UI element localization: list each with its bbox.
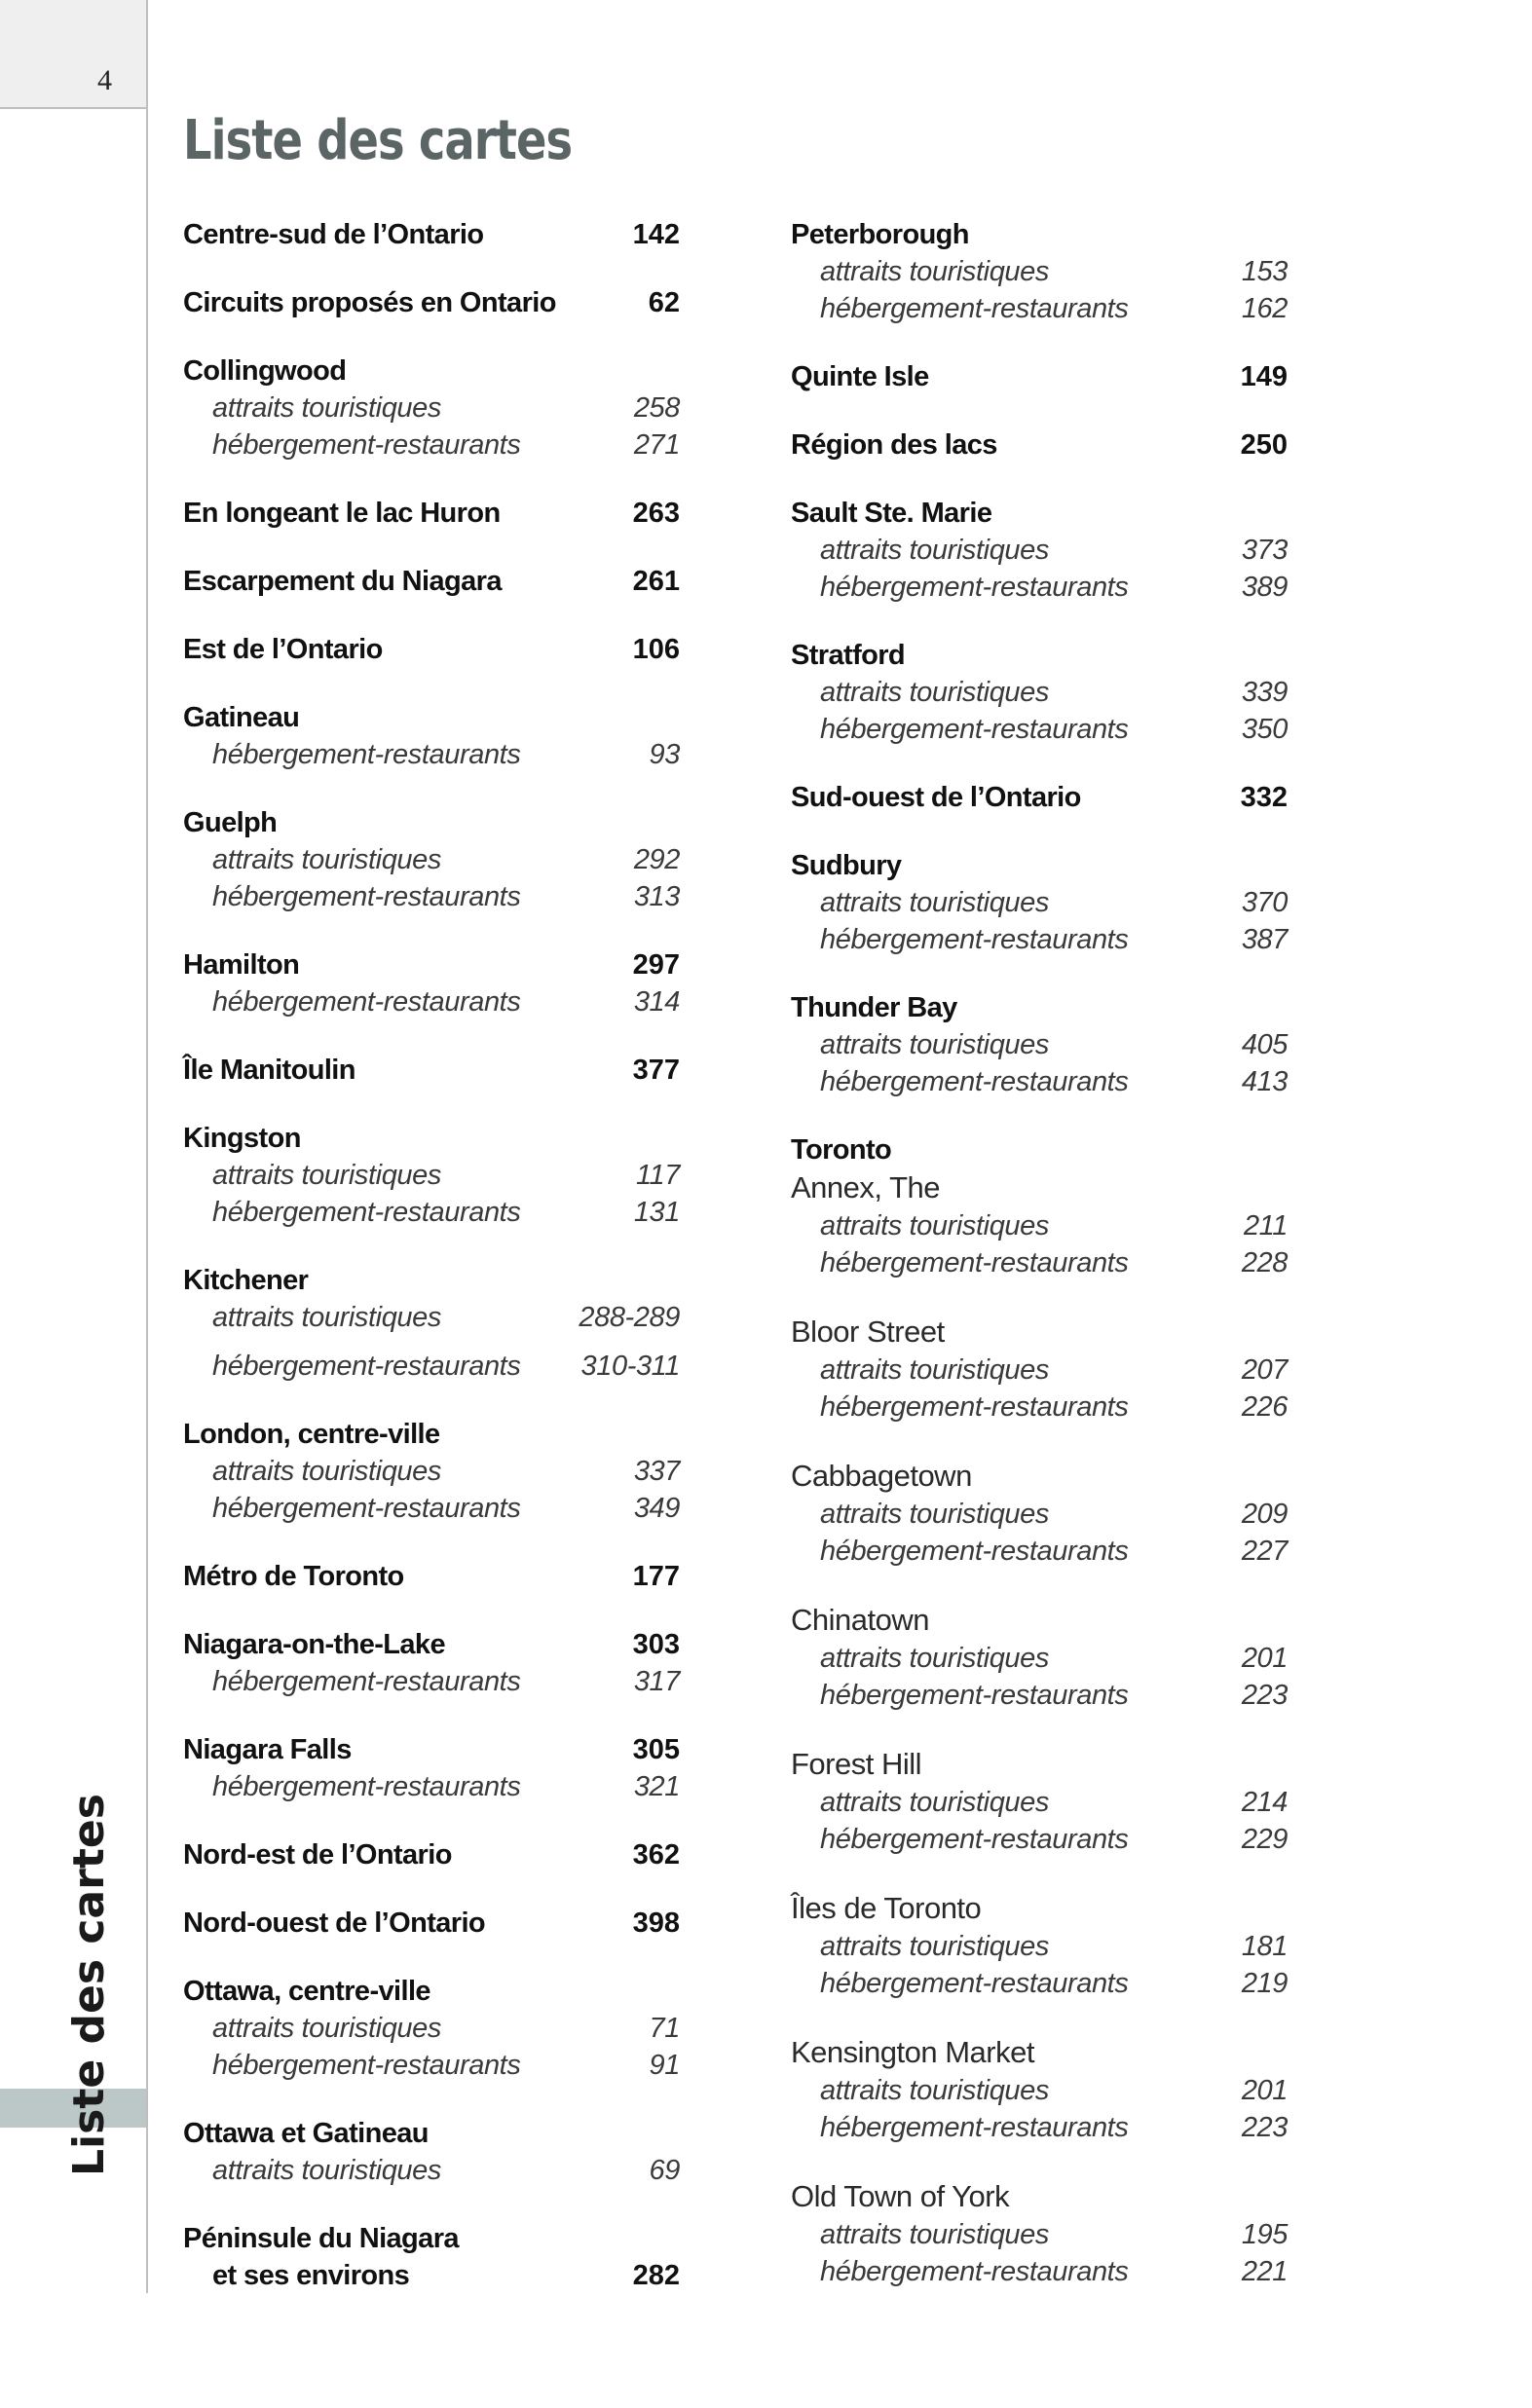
- map-sub-entry[interactable]: [791, 2216, 1288, 2253]
- sub-entry-page: 337: [633, 1456, 680, 1487]
- map-entry: [183, 1262, 680, 1385]
- map-entry: [183, 1973, 680, 2084]
- map-entry-continuation[interactable]: [183, 2257, 680, 2294]
- map-sub-entry[interactable]: [791, 1533, 1288, 1570]
- sub-entry-label: attraits touristiques: [820, 2219, 1049, 2250]
- entry-page: 149: [1240, 361, 1288, 392]
- entry-page: 305: [632, 1734, 680, 1765]
- sub-entry-label: hébergement-restaurants: [212, 739, 521, 770]
- map-entry-toronto: [791, 1131, 1288, 2290]
- sub-entry-label: hébergement-restaurants: [212, 1771, 521, 1802]
- toronto-district: [791, 1889, 1288, 2002]
- entry-page: 142: [632, 219, 680, 250]
- toronto-district: [791, 1168, 1288, 1281]
- sub-entry-page: 209: [1241, 1499, 1288, 1530]
- map-entry-title[interactable]: [791, 216, 1288, 253]
- map-sub-entry[interactable]: [791, 253, 1288, 290]
- sub-entry-label: attraits touristiques: [820, 2075, 1049, 2106]
- entry-page: 377: [632, 1055, 680, 1086]
- district-name[interactable]: Bloor Street: [791, 1315, 945, 1349]
- map-entry-title[interactable]: [183, 216, 680, 253]
- map-entry-title[interactable]: [791, 847, 1288, 884]
- sub-entry-label: hébergement-restaurants: [820, 1391, 1129, 1423]
- sub-entry-label: attraits touristiques: [820, 1787, 1049, 1818]
- map-entry-title[interactable]: [791, 989, 1288, 1026]
- sub-entry-label: attraits touristiques: [820, 535, 1049, 566]
- entry-name: Guelph: [183, 807, 278, 838]
- sub-entry-label: hébergement-restaurants: [820, 1968, 1129, 1999]
- right-column: [791, 216, 1288, 2321]
- sub-entry-label: hébergement-restaurants: [820, 572, 1129, 603]
- map-sub-entry[interactable]: [183, 841, 680, 878]
- entry-name: Péninsule du Niagara: [183, 2223, 459, 2254]
- district-name[interactable]: Chinatown: [791, 1603, 929, 1637]
- sub-entry-page: 71: [649, 2013, 680, 2044]
- entry-page: 398: [632, 1908, 680, 1939]
- sub-entry-label: hébergement-restaurants: [820, 924, 1129, 955]
- entry-name: En longeant le lac Huron: [183, 498, 501, 529]
- map-sub-entry[interactable]: [791, 1965, 1288, 2002]
- map-sub-entry[interactable]: [791, 711, 1288, 748]
- sub-entry-label: attraits touristiques: [820, 1499, 1049, 1530]
- sub-entry-label: hébergement-restaurants: [212, 1493, 521, 1524]
- map-entry-title[interactable]: [183, 804, 680, 841]
- map-sub-entry[interactable]: [183, 1490, 680, 1527]
- sub-entry-label: hébergement-restaurants: [820, 1536, 1129, 1567]
- entry-name: Nord-est de l’Ontario: [183, 1839, 452, 1871]
- sub-entry-page: 117: [635, 1160, 680, 1191]
- map-entry: [183, 284, 680, 321]
- sub-entry-page: 229: [1241, 1824, 1288, 1855]
- sub-entry-page: 201: [1241, 1643, 1288, 1674]
- map-entry: [791, 426, 1288, 463]
- sub-entry-label: attraits touristiques: [212, 1302, 441, 1333]
- map-entry-title[interactable]: [183, 1416, 680, 1453]
- page-number-tab: [0, 0, 146, 109]
- sub-entry-page: 321: [633, 1771, 680, 1802]
- entry-name: Niagara Falls: [183, 1734, 352, 1765]
- sub-entry-page: 221: [1241, 2256, 1288, 2287]
- entry-name: Stratford: [791, 640, 906, 671]
- entry-name: Quinte Isle: [791, 361, 929, 392]
- map-entry: [183, 352, 680, 463]
- map-sub-entry[interactable]: [183, 2152, 680, 2189]
- sub-entry-label: attraits touristiques: [820, 1643, 1049, 1674]
- sub-entry-label: attraits touristiques: [820, 677, 1049, 708]
- map-sub-entry[interactable]: [791, 1207, 1288, 1244]
- sub-entry-label: hébergement-restaurants: [212, 1351, 521, 1382]
- map-entry-title[interactable]: [183, 1262, 680, 1299]
- map-entry-title[interactable]: [183, 631, 680, 668]
- map-sub-entry[interactable]: [183, 1157, 680, 1194]
- map-entry-title[interactable]: [183, 1836, 680, 1873]
- toronto-district: [791, 1313, 1288, 1426]
- sub-entry-page: 405: [1241, 1029, 1288, 1060]
- map-sub-entry[interactable]: [183, 426, 680, 463]
- map-entry: [183, 2115, 680, 2189]
- map-entry: [183, 1836, 680, 1873]
- map-entry-title[interactable]: [183, 946, 680, 983]
- sub-entry-page: 223: [1241, 2112, 1288, 2143]
- sub-entry-page: 373: [1241, 535, 1288, 566]
- sub-entry-label: hébergement-restaurants: [212, 2050, 521, 2081]
- map-entry: [183, 2220, 680, 2294]
- sub-entry-page: 349: [633, 1493, 680, 1524]
- map-sub-entry[interactable]: [183, 1194, 680, 1231]
- sub-entry-page: 317: [633, 1666, 680, 1697]
- map-sub-entry[interactable]: [791, 2253, 1288, 2290]
- entry-name: Toronto: [791, 1134, 892, 1166]
- map-entry-title[interactable]: [183, 563, 680, 600]
- toronto-district: [791, 2033, 1288, 2146]
- toronto-district: [791, 1457, 1288, 1570]
- map-entry-title[interactable]: [183, 495, 680, 532]
- map-entry: [791, 847, 1288, 958]
- map-entry-title[interactable]: [183, 1558, 680, 1595]
- map-entry-title[interactable]: [183, 1905, 680, 1942]
- map-entry-title[interactable]: [791, 1131, 1288, 1168]
- sub-entry-page: 201: [1241, 2075, 1288, 2106]
- sub-entry-label: hébergement-restaurants: [212, 986, 521, 1018]
- entry-name: Ottawa, centre-ville: [183, 1976, 430, 2007]
- sub-entry-page: 93: [649, 739, 680, 770]
- entry-page: 282: [632, 2260, 680, 2291]
- sub-entry-label: hébergement-restaurants: [820, 2112, 1129, 2143]
- toronto-district: [791, 2177, 1288, 2290]
- sub-entry-page: 387: [1241, 924, 1288, 955]
- map-entry: [183, 1558, 680, 1595]
- sub-entry-label: hébergement-restaurants: [820, 293, 1129, 324]
- map-entry: [183, 804, 680, 915]
- map-sub-entry[interactable]: [183, 389, 680, 426]
- sub-entry-page: 370: [1241, 887, 1288, 918]
- map-sub-entry[interactable]: [791, 532, 1288, 569]
- map-sub-entry[interactable]: [791, 569, 1288, 606]
- sub-entry-label: hébergement-restaurants: [820, 1247, 1129, 1278]
- map-entry: [183, 495, 680, 532]
- left-column: [183, 216, 680, 2294]
- entry-name: Escarpement du Niagara: [183, 566, 502, 597]
- entry-name: London, centre-ville: [183, 1419, 440, 1450]
- sub-entry-page: 228: [1241, 1247, 1288, 1278]
- sub-entry-label: attraits touristiques: [212, 2155, 441, 2186]
- map-sub-entry[interactable]: [183, 1299, 680, 1336]
- entry-name: Centre-sud de l’Ontario: [183, 219, 484, 250]
- map-entry-title[interactable]: [791, 426, 1288, 463]
- sub-entry-page: 181: [1241, 1931, 1288, 1962]
- entry-page: 261: [632, 566, 680, 597]
- map-sub-entry[interactable]: [791, 1677, 1288, 1714]
- sub-entry-label: hébergement-restaurants: [820, 714, 1129, 745]
- sub-entry-label: attraits touristiques: [820, 1931, 1049, 1962]
- sub-entry-label: attraits touristiques: [820, 1354, 1049, 1386]
- map-entry: [183, 1905, 680, 1942]
- map-sub-entry[interactable]: [791, 884, 1288, 921]
- entry-name: Métro de Toronto: [183, 1561, 404, 1592]
- map-sub-entry[interactable]: [791, 921, 1288, 958]
- sub-entry-page: 153: [1241, 256, 1288, 287]
- sub-entry-page: 131: [633, 1197, 680, 1228]
- entry-name: Gatineau: [183, 702, 300, 733]
- entry-name: Peterborough: [791, 219, 969, 250]
- sub-entry-label: attraits touristiques: [212, 1160, 441, 1191]
- sub-entry-page: 310-311: [580, 1351, 680, 1382]
- sub-entry-page: 226: [1241, 1391, 1288, 1423]
- sub-entry-page: 271: [633, 429, 680, 461]
- toronto-district: [791, 1601, 1288, 1714]
- sub-entry-page: 288-289: [579, 1302, 680, 1333]
- map-entry: [183, 216, 680, 253]
- map-entry: [183, 563, 680, 600]
- map-sub-entry[interactable]: [791, 1026, 1288, 1063]
- sub-entry-label: attraits touristiques: [212, 844, 441, 875]
- map-entry-title[interactable]: [183, 699, 680, 736]
- map-entry-title[interactable]: [183, 1120, 680, 1157]
- map-entry: [791, 637, 1288, 748]
- map-entry-title[interactable]: [791, 779, 1288, 816]
- map-entry: [183, 1731, 680, 1805]
- map-sub-entry[interactable]: [183, 736, 680, 773]
- map-entry-title[interactable]: [183, 2115, 680, 2152]
- map-sub-entry[interactable]: [791, 1389, 1288, 1426]
- map-entry: [791, 358, 1288, 395]
- district-name[interactable]: Annex, The: [791, 1170, 940, 1204]
- map-sub-entry[interactable]: [791, 1821, 1288, 1858]
- map-sub-entry[interactable]: [791, 1784, 1288, 1821]
- entry-name: Sud-ouest de l’Ontario: [791, 782, 1081, 813]
- sub-entry-page: 91: [649, 2050, 680, 2081]
- entry-name: Sudbury: [791, 850, 902, 881]
- map-sub-entry[interactable]: [183, 2010, 680, 2047]
- map-sub-entry[interactable]: [791, 1928, 1288, 1965]
- sub-entry-label: hébergement-restaurants: [212, 881, 521, 912]
- sub-entry-page: 389: [1241, 572, 1288, 603]
- sub-entry-label: hébergement-restaurants: [212, 1197, 521, 1228]
- entry-name: Ottawa et Gatineau: [183, 2118, 429, 2149]
- sub-entry-page: 314: [633, 986, 680, 1018]
- sub-entry-label: attraits touristiques: [820, 1210, 1049, 1241]
- map-sub-entry[interactable]: [791, 1244, 1288, 1281]
- sub-entry-label: attraits touristiques: [212, 2013, 441, 2044]
- sub-entry-page: 207: [1241, 1354, 1288, 1386]
- map-entry-title[interactable]: [183, 1731, 680, 1768]
- map-sub-entry[interactable]: [791, 1063, 1288, 1100]
- map-entry-title[interactable]: [183, 1626, 680, 1663]
- map-entry: [183, 1120, 680, 1231]
- map-entry-title[interactable]: [183, 1973, 680, 2010]
- district-name[interactable]: Kensington Market: [791, 2035, 1034, 2069]
- sub-entry-label: hébergement-restaurants: [820, 1824, 1129, 1855]
- map-sub-entry[interactable]: [791, 1496, 1288, 1533]
- map-sub-entry[interactable]: [183, 1768, 680, 1805]
- map-entry-title[interactable]: [791, 637, 1288, 674]
- map-sub-entry[interactable]: [791, 1640, 1288, 1677]
- entry-name: Kitchener: [183, 1265, 309, 1296]
- map-entry-title[interactable]: [183, 352, 680, 389]
- map-sub-entry[interactable]: [183, 878, 680, 915]
- map-entry: [791, 216, 1288, 327]
- map-entry: [791, 779, 1288, 816]
- map-entry: [183, 1416, 680, 1527]
- entry-name: Hamilton: [183, 949, 300, 981]
- sub-entry-page: 258: [633, 392, 680, 424]
- map-sub-entry[interactable]: [183, 1663, 680, 1700]
- map-entry-title[interactable]: [183, 2220, 680, 2257]
- entry-page: 332: [1240, 782, 1288, 813]
- sub-entry-page: 211: [1243, 1210, 1288, 1241]
- map-sub-entry[interactable]: [183, 983, 680, 1020]
- entry-name: Île Manitoulin: [183, 1055, 355, 1086]
- map-entry: [183, 1052, 680, 1089]
- entry-name: Est de l’Ontario: [183, 634, 383, 665]
- sub-entry-label: hébergement-restaurants: [212, 1666, 521, 1697]
- sub-entry-page: 195: [1241, 2219, 1288, 2250]
- toronto-district: [791, 1745, 1288, 1858]
- entry-page: 303: [632, 1629, 680, 1660]
- sub-entry-page: 69: [649, 2155, 680, 2186]
- map-entry-title[interactable]: [791, 358, 1288, 395]
- map-entry: [183, 946, 680, 1020]
- district-name[interactable]: Old Town of York: [791, 2179, 1010, 2213]
- map-entry: [183, 1626, 680, 1700]
- district-name[interactable]: Cabbagetown: [791, 1459, 972, 1493]
- map-entry: [183, 699, 680, 773]
- map-sub-entry[interactable]: [791, 2072, 1288, 2109]
- district-name[interactable]: Îles de Toronto: [791, 1891, 982, 1925]
- map-sub-entry[interactable]: [791, 2109, 1288, 2146]
- entry-name: Circuits proposés en Ontario: [183, 287, 556, 318]
- sub-entry-label: hébergement-restaurants: [820, 1066, 1129, 1097]
- sub-entry-label: hébergement-restaurants: [820, 1680, 1129, 1711]
- sub-entry-label: hébergement-restaurants: [212, 429, 521, 461]
- page-title: Liste des cartes: [183, 109, 573, 172]
- map-sub-entry[interactable]: [791, 290, 1288, 327]
- sub-entry-page: 339: [1241, 677, 1288, 708]
- page-number: 4: [97, 64, 112, 96]
- entry-name: Région des lacs: [791, 429, 997, 461]
- entry-name: Sault Ste. Marie: [791, 498, 992, 529]
- entry-name: Collingwood: [183, 355, 347, 387]
- map-entry: [791, 989, 1288, 1100]
- sub-entry-page: 292: [633, 844, 680, 875]
- entry-name: Nord-ouest de l’Ontario: [183, 1908, 486, 1939]
- entry-page: 250: [1240, 429, 1288, 461]
- map-entry: [183, 631, 680, 668]
- map-entry: [791, 495, 1288, 606]
- sub-entry-page: 219: [1241, 1968, 1288, 1999]
- entry-page: 263: [632, 498, 680, 529]
- entry-name: et ses environs: [212, 2260, 410, 2291]
- map-sub-entry[interactable]: [791, 1352, 1288, 1389]
- entry-page: 106: [632, 634, 680, 665]
- map-sub-entry[interactable]: [183, 1453, 680, 1490]
- map-sub-entry[interactable]: [183, 2047, 680, 2084]
- sub-entry-label: hébergement-restaurants: [820, 2256, 1129, 2287]
- map-entry-title[interactable]: [183, 1052, 680, 1089]
- sub-entry-label: attraits touristiques: [212, 1456, 441, 1487]
- entry-page: 362: [632, 1839, 680, 1871]
- sub-entry-page: 223: [1241, 1680, 1288, 1711]
- sub-entry-page: 227: [1241, 1536, 1288, 1567]
- map-sub-entry[interactable]: [183, 1348, 680, 1385]
- entry-page: 62: [648, 287, 680, 318]
- entry-page: 177: [632, 1561, 680, 1592]
- sub-entry-label: attraits touristiques: [820, 256, 1049, 287]
- entry-name: Thunder Bay: [791, 992, 957, 1023]
- map-entry-title[interactable]: [791, 495, 1288, 532]
- district-name[interactable]: Forest Hill: [791, 1747, 922, 1781]
- map-entry-title[interactable]: [183, 284, 680, 321]
- entry-page: 297: [632, 949, 680, 981]
- sub-entry-page: 350: [1241, 714, 1288, 745]
- entry-name: Kingston: [183, 1123, 301, 1154]
- entry-name: Niagara-on-the-Lake: [183, 1629, 445, 1660]
- map-sub-entry[interactable]: [791, 674, 1288, 711]
- sub-entry-label: attraits touristiques: [212, 392, 441, 424]
- sub-entry-page: 214: [1241, 1787, 1288, 1818]
- sub-entry-page: 413: [1241, 1066, 1288, 1097]
- sub-entry-page: 313: [633, 881, 680, 912]
- sub-entry-page: 162: [1241, 293, 1288, 324]
- sub-entry-label: attraits touristiques: [820, 1029, 1049, 1060]
- sub-entry-label: attraits touristiques: [820, 887, 1049, 918]
